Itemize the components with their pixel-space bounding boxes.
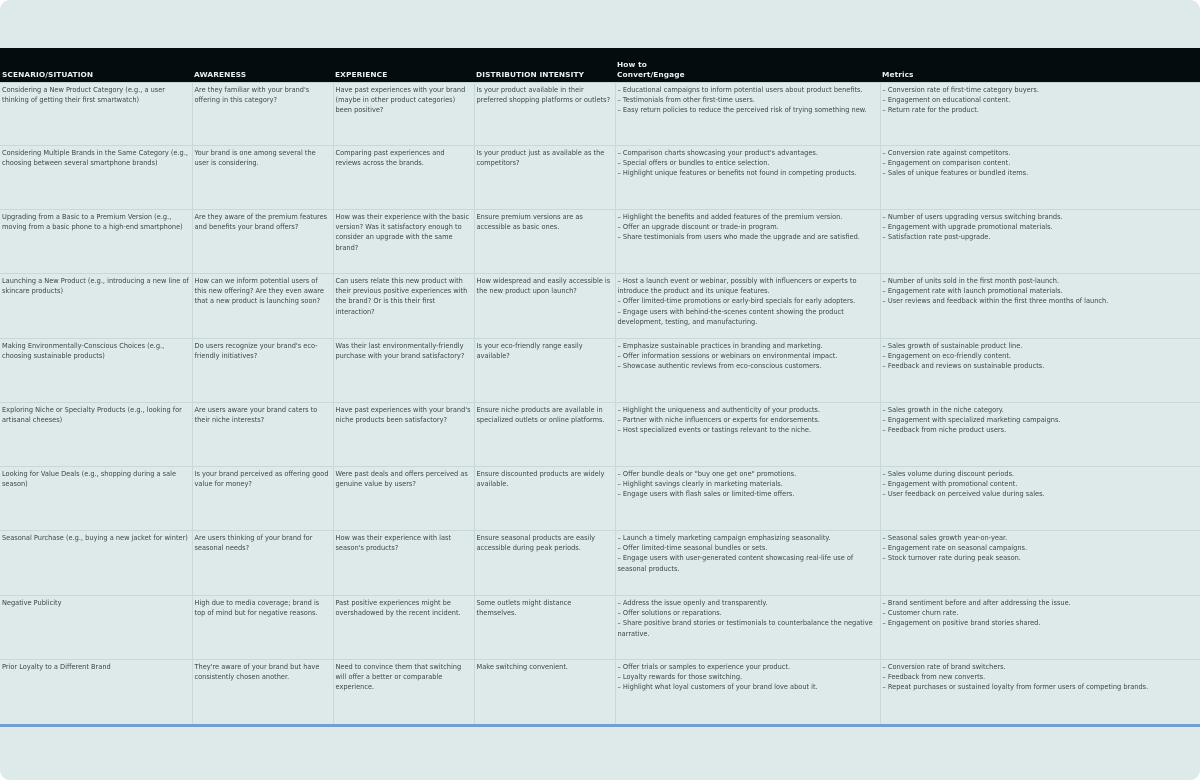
cell-metrics (880, 210, 1200, 274)
convert-item: – Emphasize sustainable practices in branding and marketing. (617, 342, 823, 350)
convert-item: – Showcase authentic reviews from eco-conscious customers. (617, 362, 822, 371)
cell-distribution: Ensure discounted products are widely available. (474, 467, 615, 531)
metric-item: – User feedback on perceived value during sales. (882, 490, 1045, 499)
metric-item: – Conversion rate of first-time category buyers. (882, 86, 1039, 94)
convert-item: – Comparison charts showcasing your product's advantages. (617, 149, 818, 157)
header-metrics: Metrics (880, 48, 1200, 83)
convert-item: – Engage users with user-generated content showcasing real-life use of seasonal products. (617, 554, 854, 573)
metric-item: – Engagement on comparison content. (882, 159, 1011, 168)
convert-item: – Offer bundle deals or "buy one get one" promotions. (617, 470, 797, 478)
cell-convert-engage (615, 531, 880, 596)
table-row (0, 146, 1200, 210)
cell-convert-engage (615, 596, 880, 660)
cell-metrics (880, 403, 1200, 467)
table-row (0, 83, 1200, 146)
table-body (0, 83, 1200, 726)
strategy-table (0, 48, 1200, 727)
cell-experience: How was their experience with last season's products? (333, 531, 474, 596)
cell-convert-engage (615, 146, 880, 210)
convert-item: – Share positive brand stories or testimonials to counterbalance the negative narrative. (617, 619, 873, 638)
header-convert-line2: Convert/Engage (617, 70, 685, 79)
cell-scenario: Prior Loyalty to a Different Brand (0, 660, 192, 726)
cell-scenario: Considering Multiple Brands in the Same Category (e.g., choosing between several smartphone brands) (0, 146, 192, 210)
cell-distribution: Is your product just as available as the competitors? (474, 146, 615, 210)
cell-awareness: How can we inform potential users of this new offering? Are they even aware that a new product is launching soon? (192, 274, 333, 339)
convert-item: – Offer information sessions or webinars on environmental impact. (617, 352, 838, 361)
header-scenario: SCENARIO/SITUATION (0, 48, 192, 83)
convert-item: – Loyalty rewards for those switching. (617, 673, 743, 682)
convert-item: – Offer limited-time seasonal bundles or sets. (617, 544, 768, 553)
table-row (0, 467, 1200, 531)
table-row (0, 531, 1200, 596)
cell-distribution: Is your eco-friendly range easily available? (474, 339, 615, 403)
cell-metrics (880, 146, 1200, 210)
convert-item: – Engage users with flash sales or limited-time offers. (617, 490, 795, 499)
table-row (0, 596, 1200, 660)
convert-item: – Highlight savings clearly in marketing materials. (617, 480, 783, 489)
convert-item: – Easy return policies to reduce the perceived risk of trying something new. (617, 106, 867, 115)
convert-item: – Engage users with behind-the-scenes content showing the product development, testing, and manufacturing. (617, 307, 844, 326)
cell-distribution: Ensure seasonal products are easily accessible during peak periods. (474, 531, 615, 596)
convert-item: – Offer solutions or reparations. (617, 609, 722, 618)
convert-item: – Testimonials from other first-time users. (617, 96, 755, 105)
cell-experience: Need to convince them that switching will offer a better or comparable experience. (333, 660, 474, 726)
metric-item: – Feedback from niche product users. (882, 426, 1007, 435)
convert-item: – Share testimonials from users who made the upgrade and are satisfied. (617, 233, 860, 242)
metric-item: – Repeat purchases or sustained loyalty from former users of competing brands. (882, 683, 1149, 692)
cell-convert-engage (615, 467, 880, 531)
header-experience: EXPERIENCE (333, 48, 474, 83)
strategy-table-container (0, 48, 1200, 727)
cell-awareness: Are they aware of the premium features and benefits your brand offers? (192, 210, 333, 274)
cell-experience: Past positive experiences might be overshadowed by the recent incident. (333, 596, 474, 660)
header-distribution: DISTRIBUTION INTENSITY (474, 48, 615, 83)
metric-item: – Sales growth in the niche category. (882, 406, 1004, 414)
convert-item: – Launch a timely marketing campaign emphasizing seasonality. (617, 534, 831, 542)
cell-experience: Can users relate this new product with their previous positive experiences with the brand? Or is this their first interaction? (333, 274, 474, 339)
convert-item: – Highlight the uniqueness and authenticity of your products. (617, 406, 820, 414)
convert-item: – Highlight unique features or benefits not found in competing products. (617, 169, 857, 178)
cell-scenario: Negative Publicity (0, 596, 192, 660)
convert-item: – Host specialized events or tastings relevant to the niche. (617, 426, 812, 435)
cell-awareness: High due to media coverage; brand is top of mind but for negative reasons. (192, 596, 333, 660)
cell-experience: Have past experiences with your brand's niche products been satisfactory? (333, 403, 474, 467)
header-awareness: AWARENESS (192, 48, 333, 83)
metric-item: – Number of users upgrading versus switching brands. (882, 213, 1063, 221)
cell-metrics (880, 274, 1200, 339)
cell-convert-engage (615, 339, 880, 403)
metric-item: – Feedback and reviews on sustainable products. (882, 362, 1045, 371)
cell-experience: Have past experiences with your brand (maybe in other product categories) been positive? (333, 83, 474, 146)
cell-metrics (880, 660, 1200, 726)
cell-experience: Was their last environmentally-friendly purchase with your brand satisfactory? (333, 339, 474, 403)
cell-metrics (880, 596, 1200, 660)
convert-item: – Educational campaigns to inform potential users about product benefits. (617, 86, 863, 94)
convert-item: – Offer an upgrade discount or trade-in program. (617, 223, 779, 232)
convert-item: – Offer limited-time promotions or early-bird specials for early adopters. (617, 297, 856, 306)
cell-awareness: Are users thinking of your brand for seasonal needs? (192, 531, 333, 596)
cell-scenario: Making Environmentally-Conscious Choices (e.g., choosing sustainable products) (0, 339, 192, 403)
metric-item: – Engagement with specialized marketing campaigns. (882, 416, 1061, 425)
table-row (0, 339, 1200, 403)
metric-item: – Seasonal sales growth year-on-year. (882, 534, 1008, 542)
table-header (0, 48, 1200, 83)
metric-item: – Engagement rate with launch promotional materials. (882, 287, 1063, 296)
cell-experience: Comparing past experiences and reviews across the brands. (333, 146, 474, 210)
metric-item: – Feedback from new converts. (882, 673, 986, 682)
cell-scenario: Upgrading from a Basic to a Premium Version (e.g., moving from a basic phone to a high-end smartphone) (0, 210, 192, 274)
cell-distribution: Make switching convenient. (474, 660, 615, 726)
metric-item: – Engagement with upgrade promotional materials. (882, 223, 1053, 232)
cell-scenario: Seasonal Purchase (e.g., buying a new jacket for winter) (0, 531, 192, 596)
metric-item: – Return rate for the product. (882, 106, 979, 115)
convert-item: – Address the issue openly and transparently. (617, 599, 768, 607)
metric-item: – Sales volume during discount periods. (882, 470, 1015, 478)
convert-item: – Host a launch event or webinar, possibly with influencers or experts to introduce the product and its unique features. (617, 277, 857, 296)
convert-item: – Highlight the benefits and added features of the premium version. (617, 213, 843, 221)
metric-item: – Number of units sold in the first month post-launch. (882, 277, 1060, 285)
cell-scenario: Launching a New Product (e.g., introducing a new line of skincare products) (0, 274, 192, 339)
cell-awareness: Are they familiar with your brand's offering in this category? (192, 83, 333, 146)
table-row (0, 660, 1200, 726)
cell-convert-engage (615, 274, 880, 339)
metric-item: – Sales growth of sustainable product line. (882, 342, 1023, 350)
metric-item: – Satisfaction rate post-upgrade. (882, 233, 991, 242)
cell-convert-engage (615, 660, 880, 726)
cell-convert-engage (615, 210, 880, 274)
table-row (0, 403, 1200, 467)
cell-metrics (880, 83, 1200, 146)
cell-awareness: Do users recognize your brand's eco-friendly initiatives? (192, 339, 333, 403)
metric-item: – Engagement on positive brand stories shared. (882, 619, 1041, 628)
cell-awareness: Is your brand perceived as offering good value for money? (192, 467, 333, 531)
metric-item: – Engagement rate on seasonal campaigns. (882, 544, 1028, 553)
convert-item: – Offer trials or samples to experience your product. (617, 663, 791, 671)
convert-item: – Special offers or bundles to entice selection. (617, 159, 770, 168)
metric-item: – Sales of unique features or bundled items. (882, 169, 1029, 178)
metric-item: – Engagement on educational content. (882, 96, 1011, 105)
cell-metrics (880, 467, 1200, 531)
metric-item: – Brand sentiment before and after addressing the issue. (882, 599, 1071, 607)
cell-scenario: Looking for Value Deals (e.g., shopping during a sale season) (0, 467, 192, 531)
cell-convert-engage (615, 403, 880, 467)
metric-item: – Conversion rate of brand switchers. (882, 663, 1006, 671)
metric-item: – Stock turnover rate during peak season. (882, 554, 1021, 563)
metric-item: – Conversion rate against competitors. (882, 149, 1011, 157)
convert-item: – Partner with niche influencers or experts for endorsements. (617, 416, 820, 425)
cell-awareness: Are users aware your brand caters to their niche interests? (192, 403, 333, 467)
metric-item: – Customer churn rate. (882, 609, 959, 618)
cell-convert-engage (615, 83, 880, 146)
cell-distribution: Some outlets might distance themselves. (474, 596, 615, 660)
cell-scenario: Exploring Niche or Specialty Products (e.g., looking for artisanal cheeses) (0, 403, 192, 467)
table-row (0, 274, 1200, 339)
metric-item: – Engagement on eco-friendly content. (882, 352, 1012, 361)
cell-distribution: How widespread and easily accessible is the new product upon launch? (474, 274, 615, 339)
cell-awareness: Your brand is one among several the user is considering. (192, 146, 333, 210)
header-convert-line1: How to (617, 60, 647, 69)
cell-distribution: Is your product available in their preferred shopping platforms or outlets? (474, 83, 615, 146)
cell-experience: Were past deals and offers perceived as genuine value by users? (333, 467, 474, 531)
cell-metrics (880, 339, 1200, 403)
cell-distribution: Ensure niche products are available in specialized outlets or online platforms. (474, 403, 615, 467)
cell-distribution: Ensure premium versions are as accessible as basic ones. (474, 210, 615, 274)
cell-metrics (880, 531, 1200, 596)
cell-scenario: Considering a New Product Category (e.g., a user thinking of getting their first smartwatch) (0, 83, 192, 146)
convert-item: – Highlight what loyal customers of your brand love about it. (617, 683, 818, 692)
metric-item: – Engagement with promotional content. (882, 480, 1018, 489)
header-convert-engage (615, 48, 880, 83)
cell-experience: How was their experience with the basic version? Was it satisfactory enough to consider an upgrade with the same brand? (333, 210, 474, 274)
table-row (0, 210, 1200, 274)
metric-item: – User reviews and feedback within the first three months of launch. (882, 297, 1109, 306)
cell-awareness: They're aware of your brand but have consistently chosen another. (192, 660, 333, 726)
